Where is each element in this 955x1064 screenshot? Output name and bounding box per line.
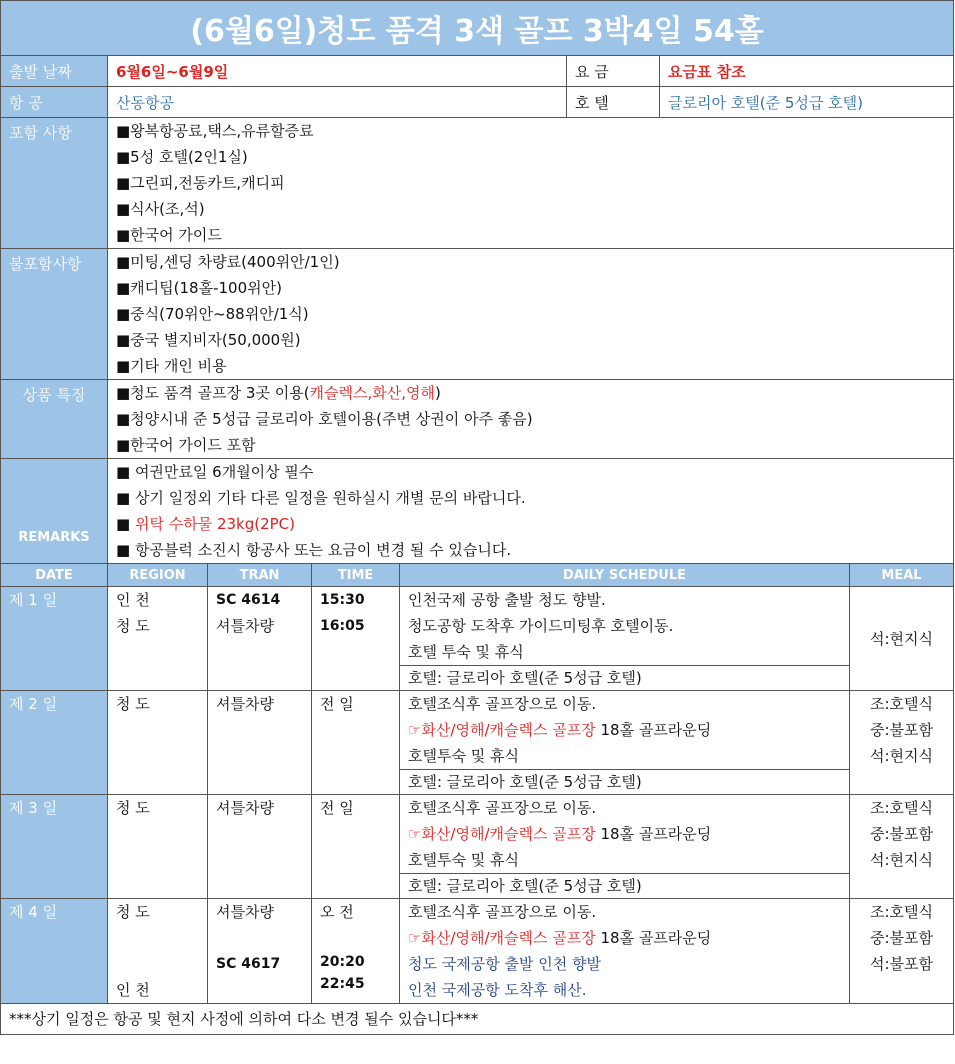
list-item: ■중식(70위안~88위안/1식) — [116, 305, 309, 323]
meal-cell: 조:호텔식 중:불포함 석:불포함 — [850, 899, 954, 1004]
meal-cell: 조:호텔식 중:불포함 석:현지식 — [850, 795, 954, 899]
list-item: ■ 상기 일정외 기타 다른 일정을 원하실시 개별 문의 바랍니다. — [116, 489, 526, 507]
list-item: ■청도 품격 골프장 3곳 이용(캐슬렉스,화산,영해) — [116, 384, 441, 402]
header-daily-schedule: DAILY SCHEDULE — [400, 564, 850, 587]
remarks-label: REMARKS — [1, 459, 108, 564]
included-list — [108, 118, 954, 249]
airline-value: 산동항공 — [108, 87, 567, 118]
departure-label: 출발 날짜 — [1, 56, 108, 87]
time-cell: 오 전 20:20 22:45 — [312, 899, 400, 1004]
table-row — [1, 587, 954, 691]
tran-cell: 셔틀차량 — [208, 691, 312, 795]
region-cell: 청 도 — [108, 691, 208, 795]
hotel-label: 호 텔 — [567, 87, 660, 118]
region-cell: 인 천 청 도 — [108, 587, 208, 691]
header-meal: MEAL — [850, 564, 954, 587]
tran-cell: SC 4614 셔틀차량 — [208, 587, 312, 691]
list-item: ■ 위탁 수하물 23kg(2PC) — [116, 515, 296, 533]
daily-schedule-cell: 호텔조식후 골프장으로 이동. ☞화산/영해/캐슬렉스 골프장 18홀 골프라운딩 호텔투숙 및 휴식 호텔: 글로리아 호텔(준 5성급 호텔) — [400, 691, 850, 795]
departure-value: 6월6일~6월9일 — [108, 56, 567, 87]
day-label: 제 1 일 — [1, 587, 108, 691]
daily-schedule-cell: 인천국제 공항 출발 청도 향발. 청도공항 도착후 가이드미팅후 호텔이동. 호텔 투숙 및 휴식 호텔: 글로리아 호텔(준 5성급 호텔) — [400, 587, 850, 691]
list-item: ■미팅,센딩 차량료(400위안/1인) — [116, 253, 340, 271]
meal-cell: 석:현지식 — [850, 587, 954, 691]
daily-schedule-cell: 호텔조식후 골프장으로 이동. ☞화산/영해/캐슬렉스 골프장 18홀 골프라운딩 호텔투숙 및 휴식 호텔: 글로리아 호텔(준 5성급 호텔) — [400, 795, 850, 899]
table-row — [1, 795, 954, 899]
list-item: ■5성 호텔(2인1실) — [116, 148, 248, 166]
time-cell: 15:30 16:05 — [312, 587, 400, 691]
list-item: ■한국어 가이드 포함 — [116, 436, 256, 454]
footer-note: ***상기 일정은 항공 및 현지 사정에 의하여 다소 변경 될수 있습니다*** — [1, 1004, 954, 1035]
daily-schedule-cell: 호텔조식후 골프장으로 이동. ☞화산/영해/캐슬렉스 골프장 18홀 골프라운딩 청도 국제공항 출발 인천 향발 인천 국제공항 도착후 해산. — [400, 899, 850, 1004]
header-tran: TRAN — [208, 564, 312, 587]
header-time: TIME — [312, 564, 400, 587]
list-item: ■ 항공블럭 소진시 항공사 또는 요금이 변경 될 수 있습니다. — [116, 541, 512, 559]
day-label: 제 2 일 — [1, 691, 108, 795]
list-item: ■ 여권만료일 6개월이상 필수 — [116, 463, 314, 481]
hotel-line: 호텔: 글로리아 호텔(준 5성급 호텔) — [400, 665, 849, 690]
excluded-label: 불포함사항 — [1, 249, 108, 380]
fee-label: 요 금 — [567, 56, 660, 87]
tran-cell: 셔틀차량 SC 4617 — [208, 899, 312, 1004]
list-item: ■식사(조,석) — [116, 200, 205, 218]
schedule-header-row — [1, 564, 954, 587]
hotel-line: 호텔: 글로리아 호텔(준 5성급 호텔) — [400, 873, 849, 898]
hotel-line: 호텔: 글로리아 호텔(준 5성급 호텔) — [400, 769, 849, 794]
features-list — [108, 380, 954, 459]
day-label: 제 3 일 — [1, 795, 108, 899]
day-label: 제 4 일 — [1, 899, 108, 1004]
table-row — [1, 899, 954, 1004]
excluded-list — [108, 249, 954, 380]
meal-cell: 조:호텔식 중:불포함 석:현지식 — [850, 691, 954, 795]
list-item: ■청양시내 준 5성급 글로리아 호텔이용(주변 상권이 아주 좋음) — [116, 410, 533, 428]
airline-label: 항 공 — [1, 87, 108, 118]
hotel-value: 글로리아 호텔(준 5성급 호텔) — [660, 87, 954, 118]
tran-cell: 셔틀차량 — [208, 795, 312, 899]
region-cell: 청 도 인 천 — [108, 899, 208, 1004]
features-label: 상품 특징 — [1, 380, 108, 459]
time-cell: 전 일 — [312, 795, 400, 899]
fee-value: 요금표 참조 — [660, 56, 954, 87]
remarks-list — [108, 459, 954, 564]
table-row — [1, 691, 954, 795]
page-title: (6월6일)청도 품격 3색 골프 3박4일 54홀 — [1, 1, 954, 56]
list-item: ■캐디팁(18홀-100위안) — [116, 279, 282, 297]
header-date: DATE — [1, 564, 108, 587]
header-region: REGION — [108, 564, 208, 587]
list-item: ■기타 개인 비용 — [116, 357, 227, 375]
list-item: ■한국어 가이드 — [116, 226, 222, 244]
list-item: ■중국 별지비자(50,000원) — [116, 331, 301, 349]
region-cell: 청 도 — [108, 795, 208, 899]
included-label: 포함 사항 — [1, 118, 108, 249]
time-cell: 전 일 — [312, 691, 400, 795]
list-item: ■왕복항공료,택스,유류할증료 — [116, 122, 314, 140]
list-item: ■그린피,전동카트,캐디피 — [116, 174, 285, 192]
